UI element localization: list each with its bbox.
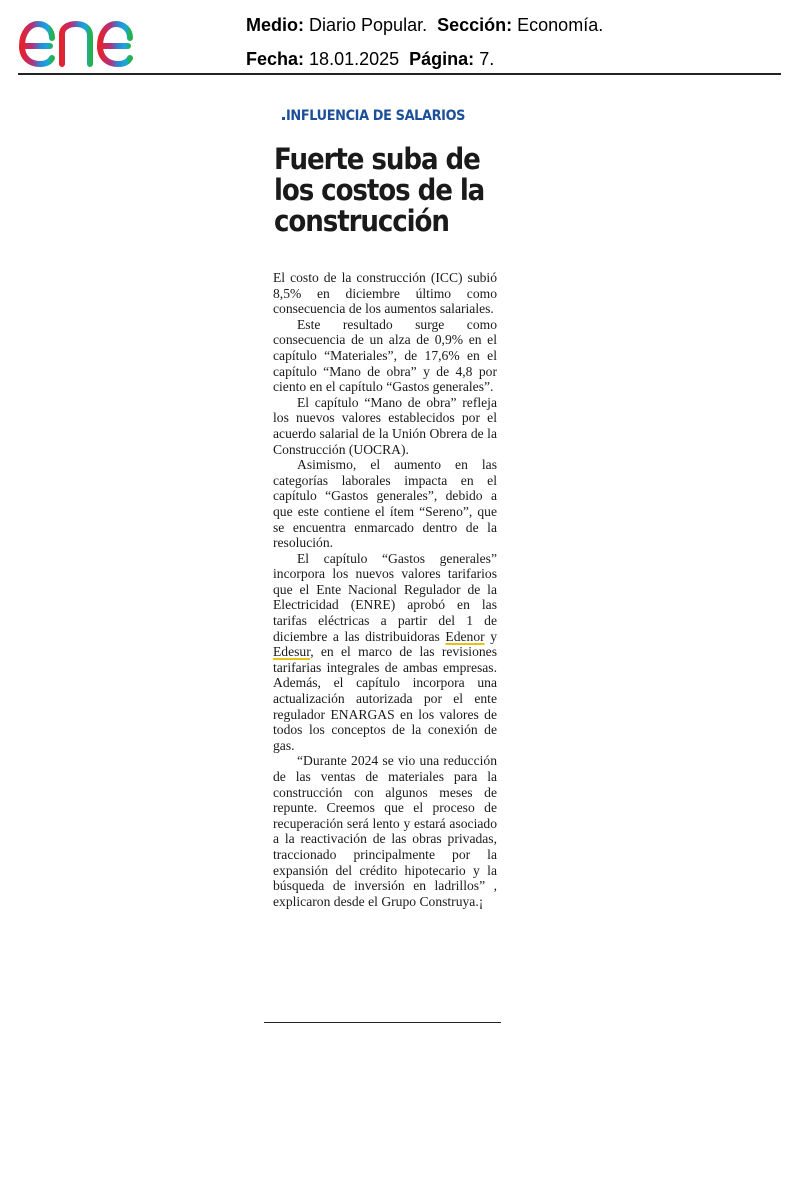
paragraph-5 bbox=[273, 551, 497, 754]
clipping-header bbox=[0, 0, 800, 80]
medio-label: Medio: bbox=[246, 15, 304, 35]
paragraph-5-part-a: El capítulo “Gastos generales” incorpora los nuevos valores tarifarios que el Ente Nacional Regulador de la Electricidad (ENRE) aprobó en las tarifas eléctricas a partir del 1 de diciembre a las distribuidoras bbox=[273, 550, 497, 644]
seccion-label: Sección: bbox=[437, 15, 513, 35]
meta-line-2 bbox=[246, 42, 603, 76]
enel-logo bbox=[16, 8, 168, 70]
clipping-meta bbox=[246, 8, 603, 76]
kicker-bullet bbox=[282, 117, 285, 120]
fecha-label: Fecha: bbox=[246, 49, 305, 69]
paragraph-6-text: “Durante 2024 se vio una reducción de las ventas de materiales para la construcción con algunos meses de repunte. Creemos que el proceso de recuperación será lento y estará asociado a la reactivación de las obras privadas, traccionado principalmente por la expansión del crédito hipotecario y la búsqueda de inversión en ladrillos” , explicaron desde el Grupo Construya. bbox=[273, 753, 497, 909]
paragraph-1: El costo de la construcción (ICC) subió 8,5% en diciembre último como consecuencia de los aumentos salariales. bbox=[273, 270, 497, 317]
paragraph-5-conj: y bbox=[484, 628, 497, 644]
article-headline: Fuerte suba de los costos de la construcción bbox=[274, 142, 485, 238]
header-divider bbox=[18, 73, 781, 75]
paragraph-2: Este resultado surge como consecuencia de un alza de 0,9% en el capítulo “Materiales”, de 17,6% en el capítulo “Mano de obra” y de 4,8 por ciento en el capítulo “Gastos generales”. bbox=[273, 316, 497, 395]
seccion-value: Economía. bbox=[517, 15, 604, 35]
paragraph-4: Asimismo, el aumento en las categorías laborales impacta en el capítulo “Gastos generales”, debido a que este contiene el ítem “Sereno”, que se encuentra enmarcado dentro de la resolución. bbox=[273, 457, 497, 551]
article-kicker: INFLUENCIA DE SALARIOS bbox=[286, 108, 466, 124]
edesur-highlight: Edesur bbox=[273, 644, 311, 660]
article-body bbox=[273, 270, 497, 909]
paragraph-3: El capítulo “Mano de obra” refleja los nuevos valores establecidos por el acuerdo salarial de la Unión Obrera de la Construcción (UOCRA). bbox=[273, 394, 497, 457]
pagina-value: 7. bbox=[479, 49, 495, 69]
meta-line-1 bbox=[246, 8, 603, 42]
fecha-value: 18.01.2025 bbox=[309, 49, 400, 69]
edenor-highlight: Edenor bbox=[445, 628, 485, 644]
article-end-divider bbox=[264, 1022, 501, 1023]
medio-value: Diario Popular. bbox=[309, 15, 428, 35]
pagina-label: Página: bbox=[409, 49, 475, 69]
end-mark: ¡ bbox=[478, 893, 484, 909]
paragraph-5-part-b: , en el marco de las revisiones tarifarias integrales de ambas empresas. Además, el capítulo incorpora una actualización autorizada por el ente regulador ENARGAS en los valores de todos los conceptos de la conexión de gas. bbox=[273, 644, 497, 753]
paragraph-6 bbox=[273, 753, 497, 909]
